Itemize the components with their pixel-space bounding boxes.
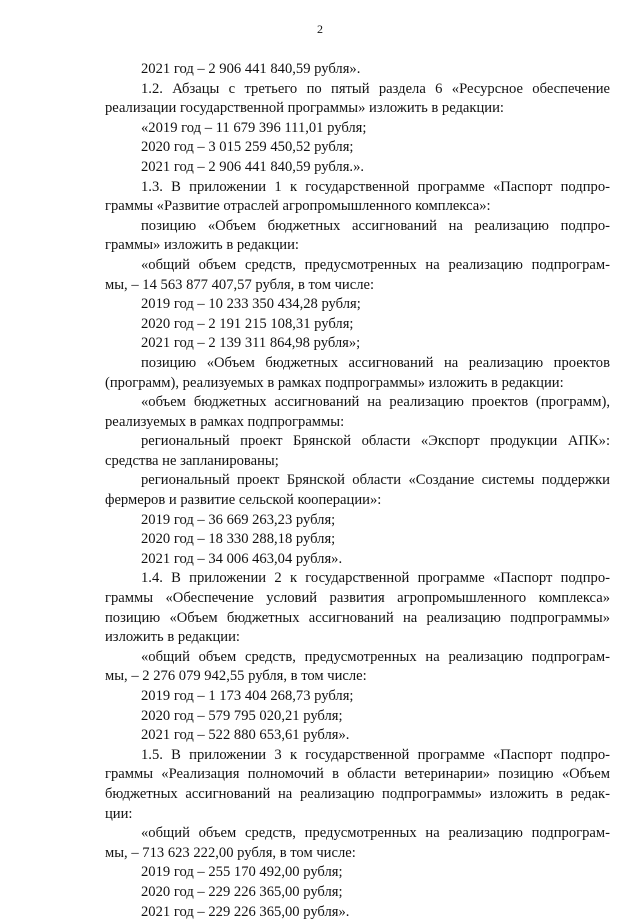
text-line: 2021 год – 229 226 365,00 рубля». (141, 903, 350, 920)
text-line: 2021 год – 522 880 653,61 рубля». (141, 727, 350, 744)
text-line: ции: (105, 805, 133, 822)
text-line: 2019 год – 1 173 404 268,73 рубля; (141, 688, 354, 704)
page-number: 2 (317, 22, 323, 36)
text-line: 1.5. В приложении 3 к государственной программе «Паспорт подпро- (141, 746, 610, 763)
text-line: «общий объем средств, предусмотренных на реализацию подпрограм- (141, 648, 610, 665)
text-line: 1.3. В приложении 1 к государственной программе «Паспорт подпро- (141, 178, 610, 195)
text-line: 2020 год – 229 226 365,00 рубля; (141, 883, 343, 900)
text-line: 2019 год – 255 170 492,00 рубля; (141, 864, 343, 881)
text-line: 2019 год – 36 669 263,23 рубля; (141, 511, 336, 528)
text-line: 2021 год – 2 139 311 864,98 рубля»; (141, 335, 361, 352)
text-line: 2020 год – 18 330 288,18 рубля; (141, 531, 336, 548)
text-line: 2021 год – 34 006 463,04 рубля». (141, 550, 343, 567)
text-line: изложить в редакции: (105, 629, 240, 646)
text-line: 1.4. В приложении 2 к государственной программе «Паспорт подпро- (141, 570, 610, 587)
text-line: (программ), реализуемых в рамках подпрограммы» изложить в редакции: (105, 374, 564, 391)
text-line: региональный проект Брянской области «Создание системы поддержки (141, 472, 610, 489)
text-line: позицию «Объем бюджетных ассигнований на реализацию проектов (141, 354, 610, 371)
text-line: мы, – 2 276 079 942,55 рубля, в том числе: (105, 668, 367, 685)
text-line: региональный проект Брянской области «Экспорт продукции АПК»: (141, 433, 610, 450)
text-line: 2021 год – 2 906 441 840,59 рубля». (141, 61, 361, 77)
text-line: 2021 год – 2 906 441 840,59 рубля.». (141, 158, 365, 175)
text-line: «объем бюджетных ассигнований на реализацию проектов (программ), (141, 394, 610, 411)
text-line: 2020 год – 3 015 259 450,52 рубля; (141, 139, 354, 156)
text-line: граммы «Развитие отраслей агропромышленного комплекса»: (105, 198, 491, 215)
text-line: мы, – 14 563 877 407,57 рубля, в том числе: (105, 276, 375, 293)
text-line: бюджетных ассигнований на реализацию подпрограммы» изложить в редак- (105, 785, 610, 802)
text-line: 2020 год – 2 191 215 108,31 рубля; (141, 315, 354, 332)
text-line: граммы «Обеспечение условий развития агропромышленного комплекса» (105, 590, 610, 607)
text-line: реализации государственной программы» изложить в редакции: (105, 100, 504, 117)
text-line: средства не запланированы; (105, 452, 279, 469)
text-line: граммы» изложить в редакции: (105, 237, 299, 254)
text-line: «2019 год – 11 679 396 111,01 рубля; (141, 119, 367, 136)
text-line: реализуемых в рамках подпрограммы: (105, 413, 345, 430)
text-line: позицию «Объем бюджетных ассигнований на реализацию подпро- (141, 217, 610, 234)
text-line: «общий объем средств, предусмотренных на реализацию подпрограм- (141, 256, 610, 273)
text-line: фермеров и развитие сельской кооперации»: (105, 492, 382, 509)
text-line: 2020 год – 579 795 020,21 рубля; (141, 707, 343, 724)
text-line: 2019 год – 10 233 350 434,28 рубля; (141, 296, 361, 313)
text-line: мы, – 713 623 222,00 рубля, в том числе: (105, 844, 356, 861)
text-line: 1.2. Абзацы с третьего по пятый раздела 6 «Ресурсное обеспечение (141, 80, 610, 97)
text-line: «общий объем средств, предусмотренных на реализацию подпрограм- (141, 825, 610, 842)
text-line: позицию «Объем бюджетных ассигнований на реализацию подпрограммы» (105, 609, 610, 626)
document-body (105, 60, 610, 922)
text-line: граммы «Реализация полномочий в области ветеринарии» позицию «Объем (105, 766, 610, 783)
